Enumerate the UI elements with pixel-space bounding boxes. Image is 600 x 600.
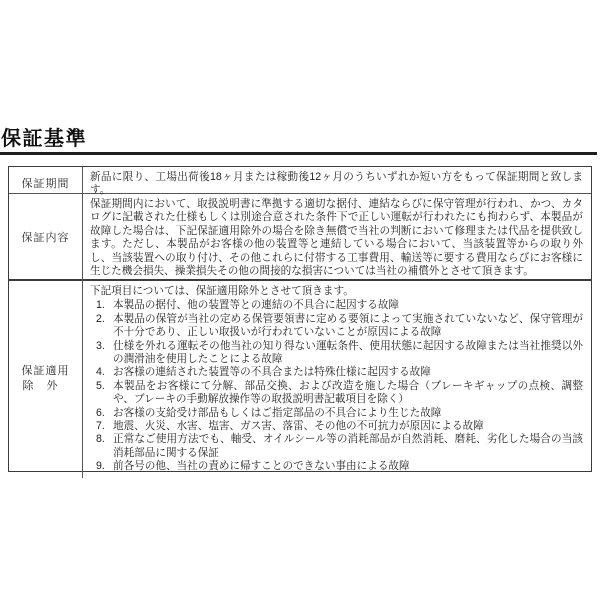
item-text: お客様の支給受け部品もしくはご指定部品の不具合により生じた故障 xyxy=(113,406,442,419)
item-text: 正常なご使用方法でも、軸受、オイルシール等の消耗部品が自然消耗、磨耗、劣化した場合の当該消耗部品に関する保証 xyxy=(113,433,583,459)
warranty-content-text: 保証期間内において、取扱説明書に準拠する適切な据付、連結ならびに保守管理が行われ、かつ、カタログに記載された仕様もしくは別途合意された条件下で正しい運転が行われたにも拘わらず、本製品が故障した場合は、下記保証適用除外の場合を除き無償で当社の判断において修理または代品を提供致します。ただし、本製品がお客様の他の装置等と連結している場合において、当該装置等からの取り外し、当該装置への取り付け、その他これらに付帯する工事費用、輸送等に要する費用ならびにお客様に生じた機会損失、操業損失その他の間接的な損害については当社の補償外とさせて頂きます。 xyxy=(90,198,583,278)
item-text: 前各号の他、当社の責めに帰すことのできない事由による故障 xyxy=(113,460,410,473)
exclusions-label-line2: 除 外 xyxy=(22,380,59,393)
item-text: お客様の連結された装置等の不具合または特殊仕様に起因する故障 xyxy=(113,366,431,379)
exclusion-item-1 xyxy=(96,299,583,312)
table-row-warranty-content xyxy=(9,193,591,279)
exclusion-item-8 xyxy=(96,433,583,460)
warranty-period-text: 新品に限り、工場出荷後18ヶ月または稼動後12ヶ月のうちいずれか短い方をもって保証期間と致します。 xyxy=(90,171,583,197)
warranty-exclusions-cell xyxy=(83,281,591,478)
item-number: 9. xyxy=(96,460,105,473)
exclusion-item-3 xyxy=(96,340,583,367)
exclusion-item-6 xyxy=(96,407,583,420)
row-label-warranty-exclusions xyxy=(9,281,83,478)
item-number: 1. xyxy=(96,299,105,312)
row-label-warranty-content: 保証内容 xyxy=(9,194,83,282)
title-divider-rule xyxy=(0,152,597,155)
item-text: 仕様を外れる運転その他当社の知り得ない運転条件、使用状態に起因する故障または当社推奨以外の潤滑油を使用したことによる故障 xyxy=(113,339,583,366)
warranty-table xyxy=(8,166,592,472)
exclusion-item-4 xyxy=(96,366,583,379)
item-text: 本製品をお客様にて分解、部品交換、および改造を施した場合（ブレーキギャップの点検、調整や、ブレーキの手動解放操作等の取扱説明書記載項目を除く） xyxy=(113,379,583,406)
item-number: 8. xyxy=(96,433,105,446)
exclusions-intro-text: 下記項目については、保証適用除外とさせて頂きます。 xyxy=(90,285,354,297)
item-text: 本製品の保管が当社の定める保管要領書に定める要領によって実施されていないなど、保守管理が不十分であり、正しい取扱いが行われていないことが原因による故障 xyxy=(113,312,583,339)
table-row-warranty-period xyxy=(9,167,591,197)
item-number: 7. xyxy=(96,420,105,433)
exclusion-item-2 xyxy=(96,313,583,340)
exclusions-label-line1: 保証適用 xyxy=(21,365,70,378)
item-number: 4. xyxy=(96,366,105,379)
exclusion-item-5 xyxy=(96,380,583,407)
row-label-warranty-period: 保証期間 xyxy=(9,167,83,202)
table-row-warranty-exclusions xyxy=(9,279,591,471)
item-text: 本製品の据付、他の装置等との連結の不具合に起因する故障 xyxy=(113,299,400,312)
exclusion-item-7 xyxy=(96,420,583,433)
item-number: 6. xyxy=(96,406,105,419)
item-text: 地震、火災、水害、塩害、ガス害、落雷、その他の不可抗力が原因による故障 xyxy=(113,420,484,433)
item-number: 2. xyxy=(96,312,105,325)
item-number: 5. xyxy=(96,379,105,392)
page-title: 保証基準 xyxy=(1,128,87,150)
item-number: 3. xyxy=(96,339,105,352)
exclusion-item-9 xyxy=(96,460,583,473)
warranty-content-cell xyxy=(83,194,591,282)
exclusion-items-list xyxy=(90,299,583,473)
